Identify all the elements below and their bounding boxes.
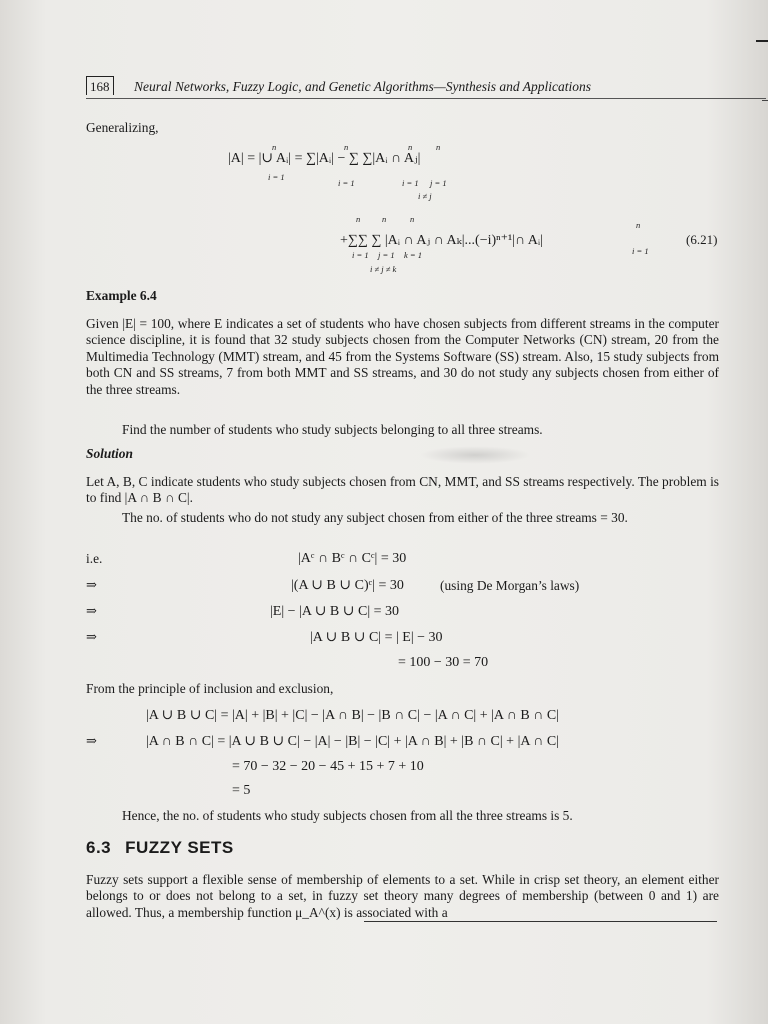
question-text: Find the number of students who study subjects belonging to all three streams. (122, 422, 543, 437)
limit-upper: n (344, 142, 349, 152)
limit-lower: i = 1 (632, 246, 649, 256)
limit-upper: n (410, 214, 415, 224)
pen-underline (364, 921, 717, 922)
limit-lower: i = 1 (352, 250, 369, 260)
inclusion-exclusion-line-1: |A ∪ B ∪ C| = |A| + |B| + |C| − |A ∩ B| − |B ∩ C| − |A ∩ C| + |A ∩ B ∩ C| (146, 708, 559, 723)
step-2: |(A ∪ B ∪ C)ᶜ| = 30 (291, 578, 404, 593)
principle-text: From the principle of inclusion and exclusion, (86, 681, 334, 696)
scan-smudge (420, 446, 530, 464)
limit-lower: i = 1 (402, 178, 419, 188)
section-title: FUZZY SETS (125, 838, 234, 857)
implies-arrow: ⇒ (86, 603, 97, 618)
limit-upper: n (408, 142, 413, 152)
page-edge-mark (762, 100, 768, 101)
section-heading (86, 838, 248, 858)
limit-condition: i ≠ j ≠ k (370, 264, 397, 274)
inclusion-exclusion-line-2: |A ∩ B ∩ C| = |A ∪ B ∪ C| − |A| − |B| − |C| + |A ∩ B| + |B ∩ C| + |A ∩ C| (146, 734, 559, 749)
example-heading: Example 6.4 (86, 288, 157, 303)
example-paragraph: Given |E| = 100, where E indicates a set of students who have chosen subjects from different streams in the computer science discipline, it is found that 32 study subjects chosen from the Computer Networks (CN) stream, 20 from the Multimedia Technology (MMT) stream, and 45 from the Systems Software (SS) stream. Also, 15 study subjects from both CN and SS streams, 7 from both MMT and SS streams, and 30 do not study any subjects chosen from either of the three streams. (86, 316, 719, 397)
solution-paragraph-1: Let A, B, C indicate students who study subjects chosen from CN, MMT, and SS streams respectively. The problem is to find |A ∩ B ∩ C|. (86, 474, 719, 506)
formula-line-1: |A| = |∪ Aᵢ| = ∑|Aᵢ| − ∑ ∑|Aᵢ ∩ Aⱼ| (228, 151, 421, 166)
formula-line-2: +∑∑ ∑ |Aᵢ ∩ Aⱼ ∩ Aₖ|...(−i)ⁿ⁺¹|∩ Aᵢ| (340, 233, 543, 248)
section-number: 6.3 (86, 838, 112, 857)
limit-upper: n (272, 142, 277, 152)
fuzzy-sets-paragraph: Fuzzy sets support a flexible sense of membership of elements to a set. While in crisp set theory, an element either belongs to or does not belong to a set, in fuzzy set theory many degrees of membership (between 0 and 1) are allowed. Thus, a membership function μ_A^(x) is associated with a (86, 872, 719, 920)
step-2-note: (using De Morgan’s laws) (440, 578, 580, 593)
step-5: = 100 − 30 = 70 (398, 655, 489, 670)
ie-label: i.e. (86, 551, 103, 566)
page-number: 168 (86, 76, 114, 95)
page-edge-mark (756, 40, 768, 42)
limit-lower: i = 1 (338, 178, 355, 188)
limit-upper: n (636, 220, 641, 230)
limit-upper: n (436, 142, 441, 152)
conclusion-text: Hence, the no. of students who study subjects chosen from all the three streams is 5. (122, 808, 573, 823)
step-1: |Aᶜ ∩ Bᶜ ∩ Cᶜ| = 30 (298, 551, 407, 566)
solution-paragraph-2: The no. of students who do not study any subject chosen from either of the three streams = 30. (122, 510, 628, 525)
solution-heading: Solution (86, 446, 133, 461)
step-4: |A ∪ B ∪ C| = | E| − 30 (310, 630, 443, 645)
limit-lower: k = 1 (404, 250, 423, 260)
inclusion-exclusion-line-4: = 5 (232, 783, 251, 798)
limit-lower: j = 1 (430, 178, 447, 188)
inclusion-exclusion-line-3: = 70 − 32 − 20 − 45 + 15 + 7 + 10 (232, 759, 424, 774)
generalizing-label: Generalizing, (86, 120, 159, 135)
implies-arrow: ⇒ (86, 629, 97, 644)
limit-lower: j = 1 (378, 250, 395, 260)
implies-arrow: ⇒ (86, 733, 97, 748)
limit-lower: i = 1 (268, 172, 285, 182)
limit-upper: n (382, 214, 387, 224)
step-3: |E| − |A ∪ B ∪ C| = 30 (270, 604, 400, 619)
running-header (86, 76, 766, 99)
equation-number: (6.21) (686, 232, 718, 247)
limit-condition: i ≠ j (418, 191, 432, 201)
running-title: Neural Networks, Fuzzy Logic, and Genetic Algorithms—Synthesis and Applications (134, 79, 591, 94)
limit-upper: n (356, 214, 361, 224)
implies-arrow: ⇒ (86, 577, 97, 592)
